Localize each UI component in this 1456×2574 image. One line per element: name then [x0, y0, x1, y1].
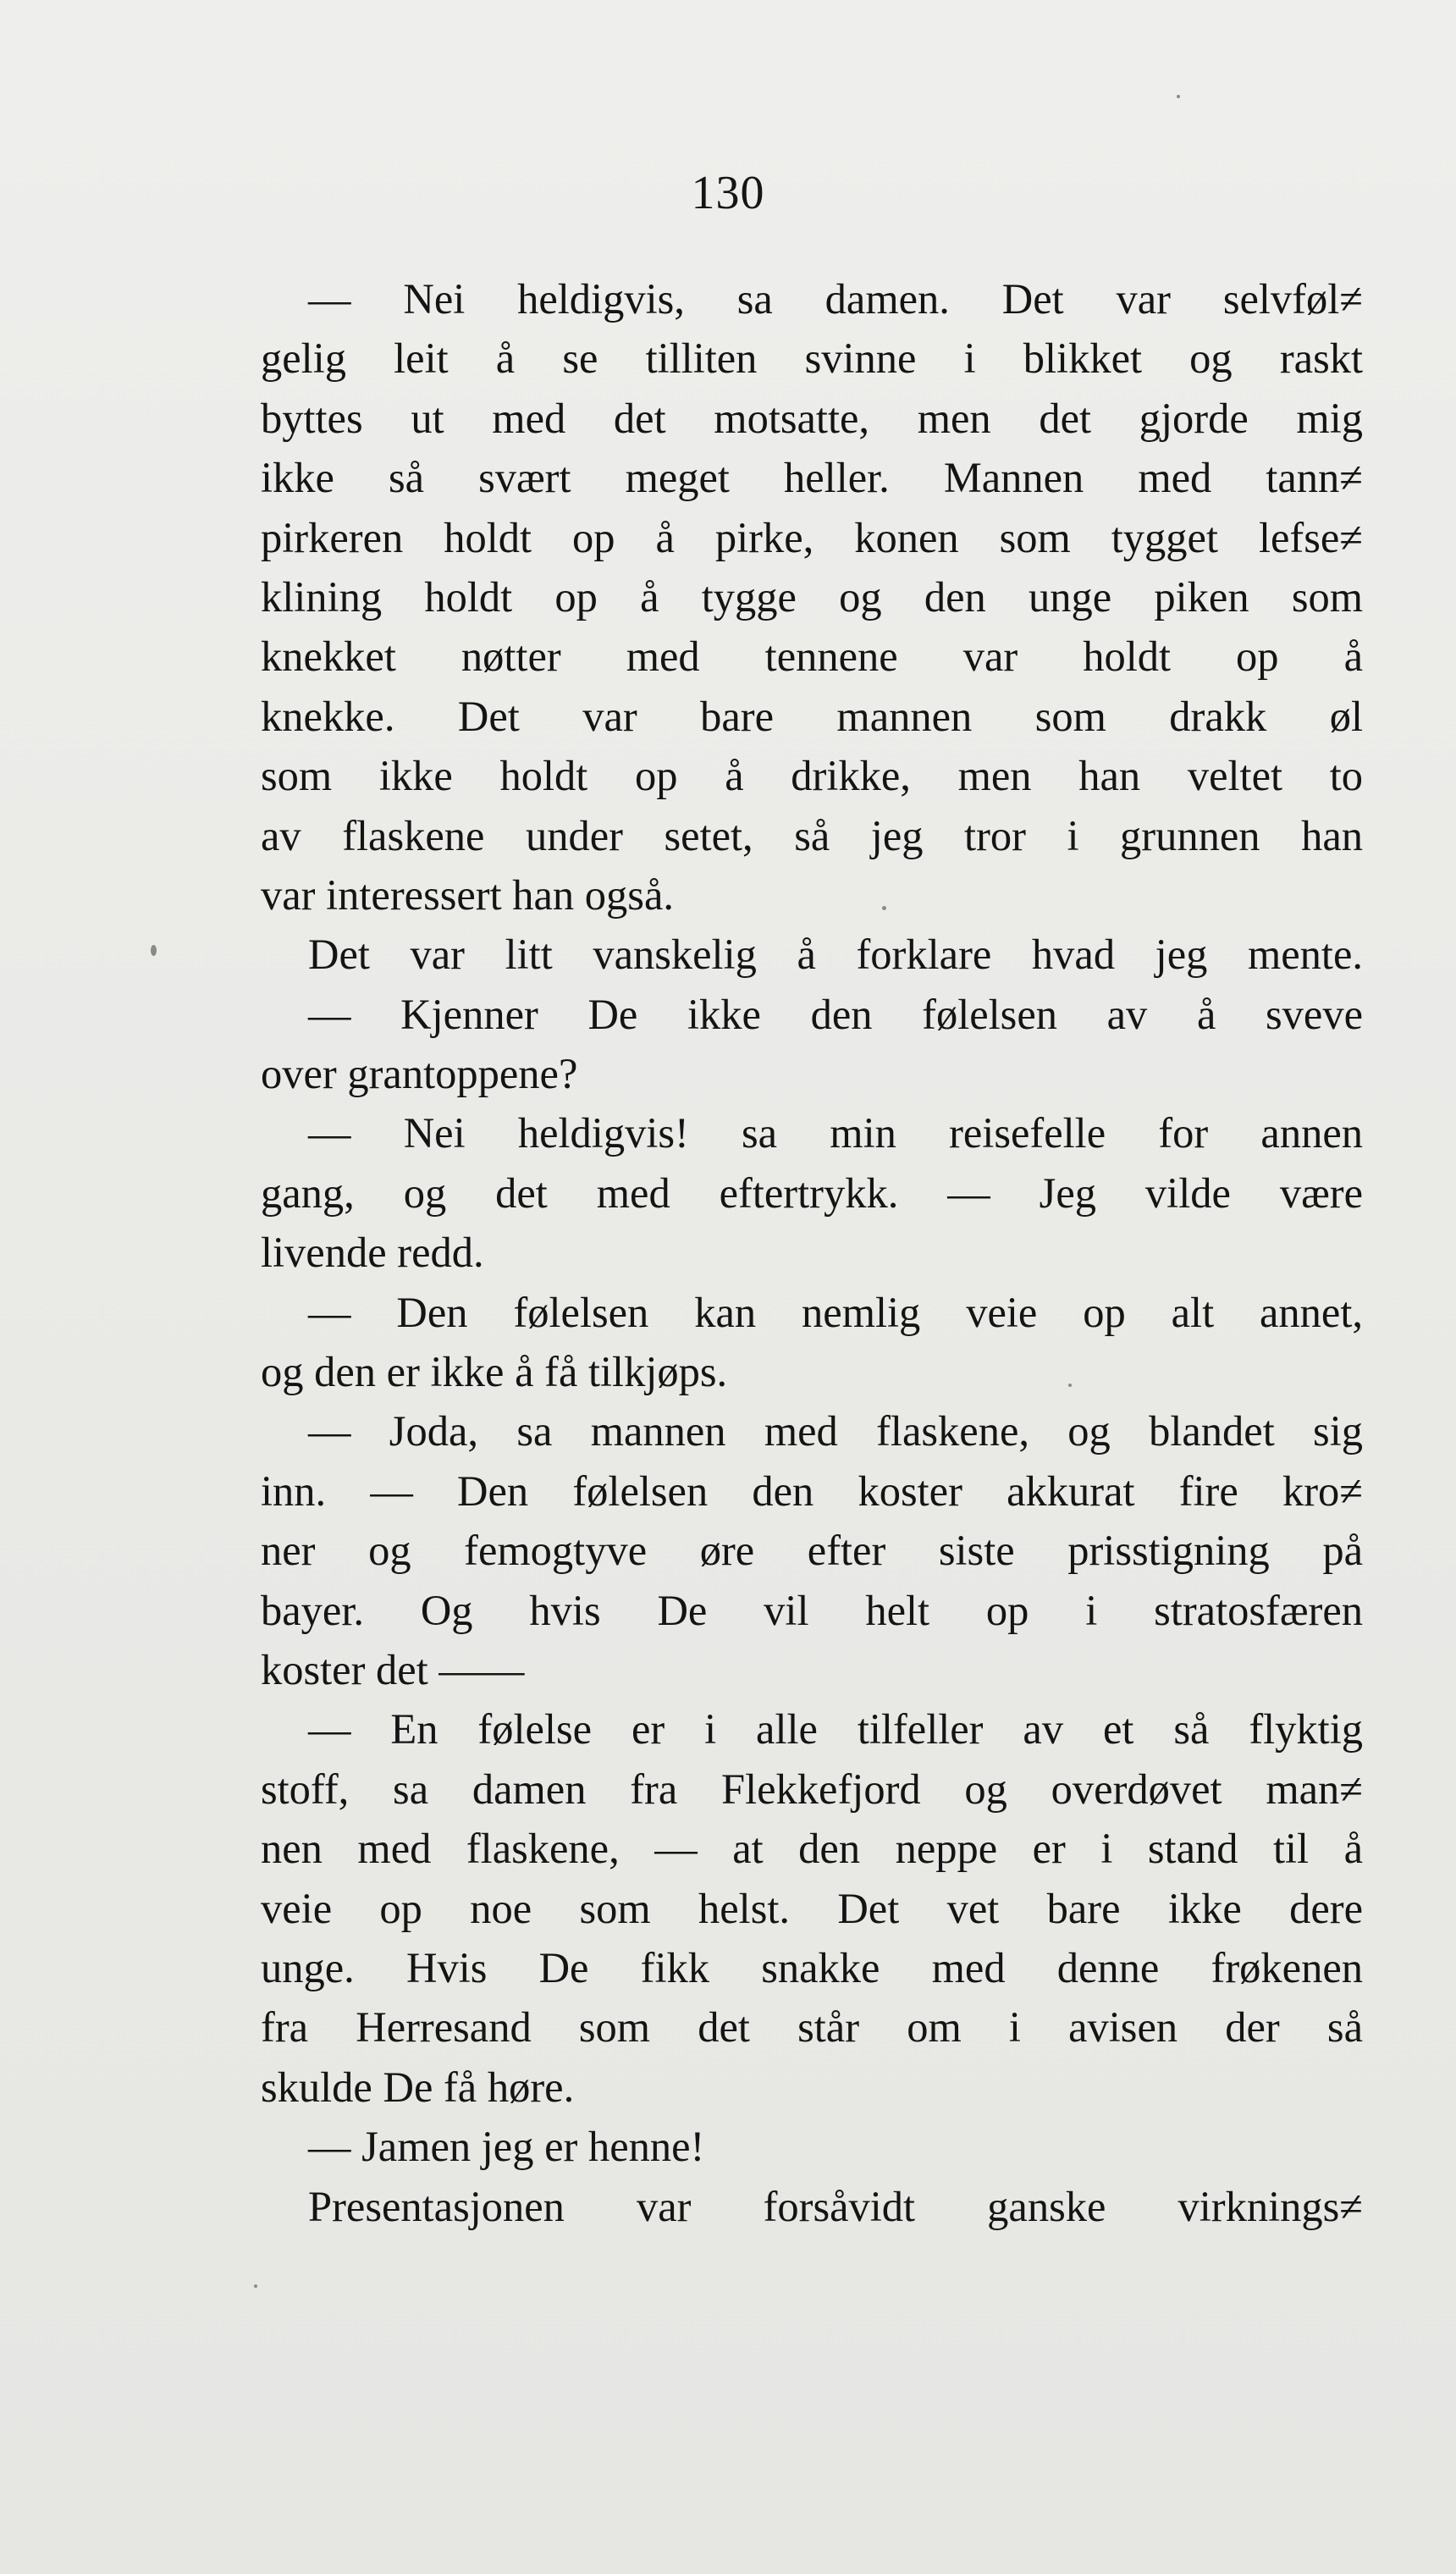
text-line: ikke så svært meget heller. Mannen med tann≠ — [261, 454, 1363, 502]
text-line: livende redd. — [261, 1229, 484, 1277]
paper-speck — [254, 2284, 257, 2288]
text-line: ner og femogtyve øre efter siste prisstigning på — [261, 1527, 1363, 1575]
text-line: pirkeren holdt op å pirke, konen som tygget lefse≠ — [261, 513, 1363, 561]
text-line: — En følelse er i alle tilfeller av et så flyktig — [308, 1705, 1363, 1754]
text-line: — Nei heldigvis! sa min reisefelle for annen — [308, 1109, 1363, 1157]
text-line: knekket nøtter med tennene var holdt op å — [261, 632, 1363, 681]
text-line: gang, og det med eftertrykk. — Jeg vilde være — [261, 1168, 1363, 1217]
page-number: 130 — [691, 167, 765, 219]
text-line: nen med flaskene, — at den neppe er i stand til å — [261, 1825, 1363, 1873]
text-line: gelig leit å se tilliten svinne i blikket og raskt — [261, 334, 1363, 383]
text-line: over grantoppene? — [261, 1050, 578, 1098]
text-line: — Kjenner De ikke den følelsen av å sveve — [308, 990, 1363, 1038]
text-line: og den er ikke å få tilkjøps. — [261, 1348, 728, 1396]
text-line: — Joda, sa mannen med flaskene, og blandet sig — [308, 1407, 1363, 1455]
text-line: koster det —— — [261, 1645, 525, 1693]
text-line: Presentasjonen var forsåvidt ganske virknings≠ — [308, 2182, 1363, 2230]
text-line: unge. Hvis De fikk snakke med denne frøkenen — [261, 1943, 1363, 1991]
text-line: — Den følelsen kan nemlig veie op alt annet, — [308, 1288, 1363, 1336]
text-line: veie op noe som helst. Det vet bare ikke dere — [261, 1884, 1363, 1932]
text-line: skulde De få høre. — [261, 2063, 575, 2111]
text-line: byttes ut med det motsatte, men det gjorde mig — [261, 394, 1363, 442]
text-line: som ikke holdt op å drikke, men han veltet to — [261, 752, 1363, 800]
text-line: klining holdt op å tygge og den unge piken som — [261, 572, 1363, 621]
text-line: stoff, sa damen fra Flekkefjord og overdøvet man≠ — [261, 1765, 1363, 1813]
text-line: — Nei heldigvis, sa damen. Det var selvføl≠ — [308, 275, 1363, 323]
text-line: bayer. Og hvis De vil helt op i stratosfæren — [261, 1586, 1363, 1634]
paper-speck — [151, 945, 157, 956]
text-line: — Jamen jeg er henne! — [308, 2123, 705, 2171]
text-line: inn. — Den følelsen den koster akkurat fire kro≠ — [261, 1467, 1363, 1515]
text-line: Det var litt vanskelig å forklare hvad jeg mente. — [308, 931, 1363, 979]
text-line: var interessert han også. — [261, 870, 674, 919]
text-line: knekke. Det var bare mannen som drakk øl — [261, 692, 1363, 740]
text-line: av flaskene under setet, så jeg tror i grunnen han — [261, 811, 1363, 859]
paper-speck — [1177, 95, 1180, 98]
body-text — [261, 269, 1363, 2236]
text-line: fra Herresand som det står om i avisen der så — [261, 2003, 1363, 2052]
